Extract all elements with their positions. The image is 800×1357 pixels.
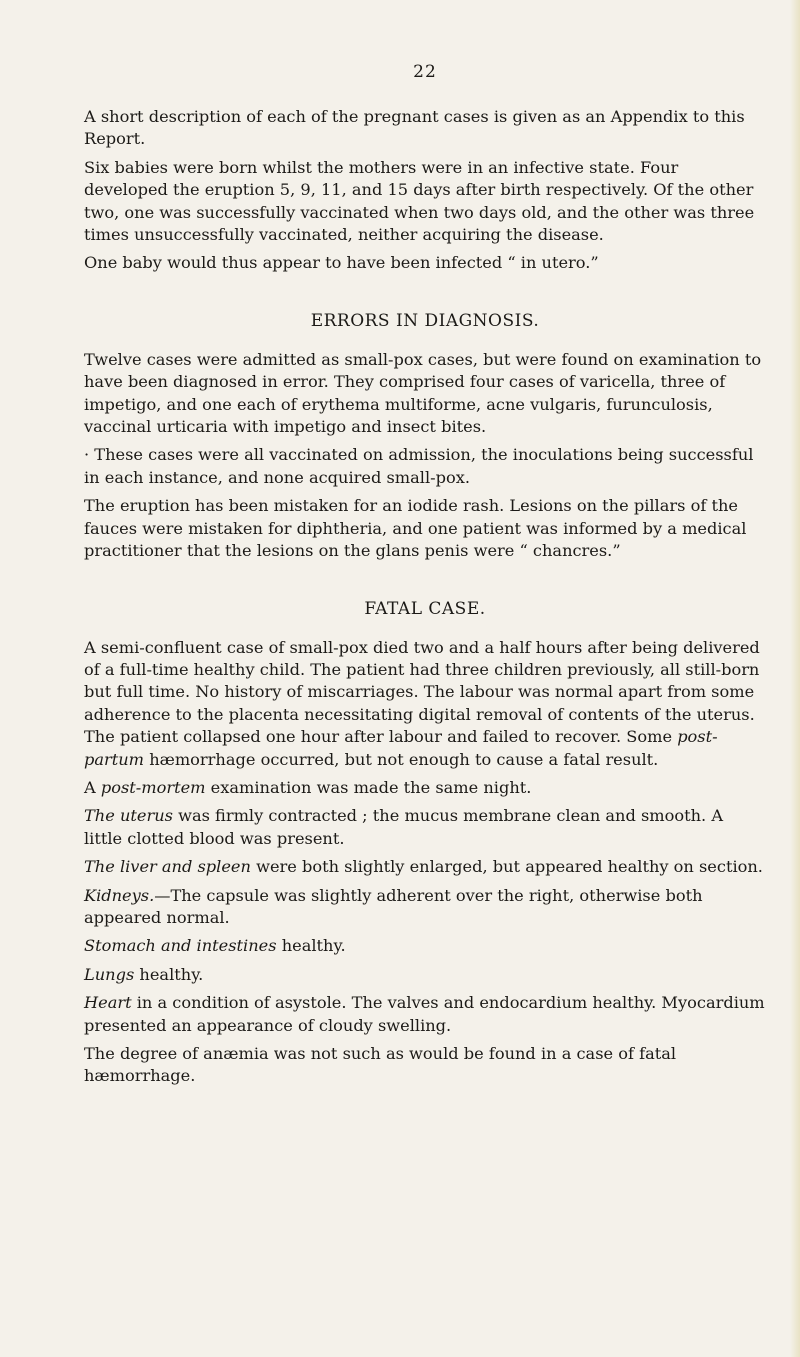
fatal-p2-end: examination was made the same night.: [205, 777, 532, 797]
finding-lead: The uterus: [84, 806, 173, 826]
fatal-p1-text: A semi-confluent case of small-pox died two and a half hours after being delivered of a full-time healthy child. The patient had three children previously, all still-born but full time. No history of miscarriages. The labour was normal apart from some adherence to the placenta necessitating digital removal of contents of the uterus. The patient collapsed one hour after labour and failed to recover. Some: [84, 637, 760, 747]
document-page: [84, 62, 766, 1094]
fatal-heading: FATAL CASE.: [364, 598, 486, 619]
finding-text: was firmly contracted ; the mucus membrane clean and smooth. A little clotted blood was present.: [84, 806, 724, 848]
finding-lead: Stomach and intestines: [84, 936, 277, 956]
post-partum-term: post-partum: [84, 727, 718, 769]
finding-uterus: [84, 805, 766, 850]
page-edge-shading: [790, 0, 800, 1357]
closing-paragraph: The degree of anæmia was not such as would be found in a case of fatal hæmorrhage.: [84, 1044, 677, 1086]
finding-lead: Heart: [84, 993, 132, 1013]
finding-text: —The capsule was slightly adherent over the right, otherwise both appeared normal.: [84, 885, 703, 927]
errors-paragraph-2: · These cases were all vaccinated on admission, the inoculations being successful in each instance, and none acquired small-pox.: [84, 445, 754, 487]
errors-heading: ERRORS IN DIAGNOSIS.: [310, 310, 540, 331]
finding-stomach: [84, 935, 766, 957]
page-number: 22: [413, 62, 437, 82]
intro-paragraph-2: Six babies were born whilst the mothers were in an infective state. Four developed the eruption 5, 9, 11, and 15 days after birth respectively. Of the other two, one was successfully vaccinated when two days old, and the other was three times unsuccessfully vaccinated, neither acquiring the disease.: [84, 157, 755, 245]
fatal-paragraph-2: [84, 777, 766, 799]
intro-paragraph-3: One baby would thus appear to have been infected “ in utero.”: [84, 253, 599, 273]
fatal-paragraph-1: [84, 637, 766, 771]
intro-paragraph-1: A short description of each of the pregnant cases is given as an Appendix to this Report.: [84, 107, 745, 149]
errors-paragraph-1: Twelve cases were admitted as small-pox cases, but were found on examination to have been diagnosed in error. They comprised four cases of varicella, three of impetigo, and one each of erythema multiforme, acne vulgaris, furunculosis, vaccinal urticaria with impetigo and insect bites.: [84, 349, 762, 437]
fatal-p2-start: A: [84, 777, 101, 797]
finding-text: healthy.: [276, 936, 346, 956]
finding-text: healthy.: [134, 964, 204, 984]
post-mortem-term: post-mortem: [100, 777, 206, 797]
finding-lungs: [84, 964, 766, 986]
finding-lead: The liver and spleen: [84, 857, 251, 877]
finding-lead: Lungs: [84, 964, 135, 984]
finding-text: in a condition of asystole. The valves and endocardium healthy. Myocardium presented an appearance of cloudy swelling.: [84, 993, 765, 1035]
finding-lead: Kidneys.: [84, 885, 155, 905]
finding-text: were both slightly enlarged, but appeared healthy on section.: [250, 857, 763, 877]
finding-liver-spleen: [84, 856, 766, 878]
finding-heart: [84, 992, 766, 1037]
errors-paragraph-3: The eruption has been mistaken for an iodide rash. Lesions on the pillars of the fauces were mistaken for diphtheria, and one patient was informed by a medical practitioner that the lesions on the glans penis were “ chancres.”: [84, 496, 747, 561]
finding-kidneys: [84, 885, 766, 930]
fatal-p1-end: hæmorrhage occurred, but not enough to cause a fatal result.: [144, 749, 659, 769]
